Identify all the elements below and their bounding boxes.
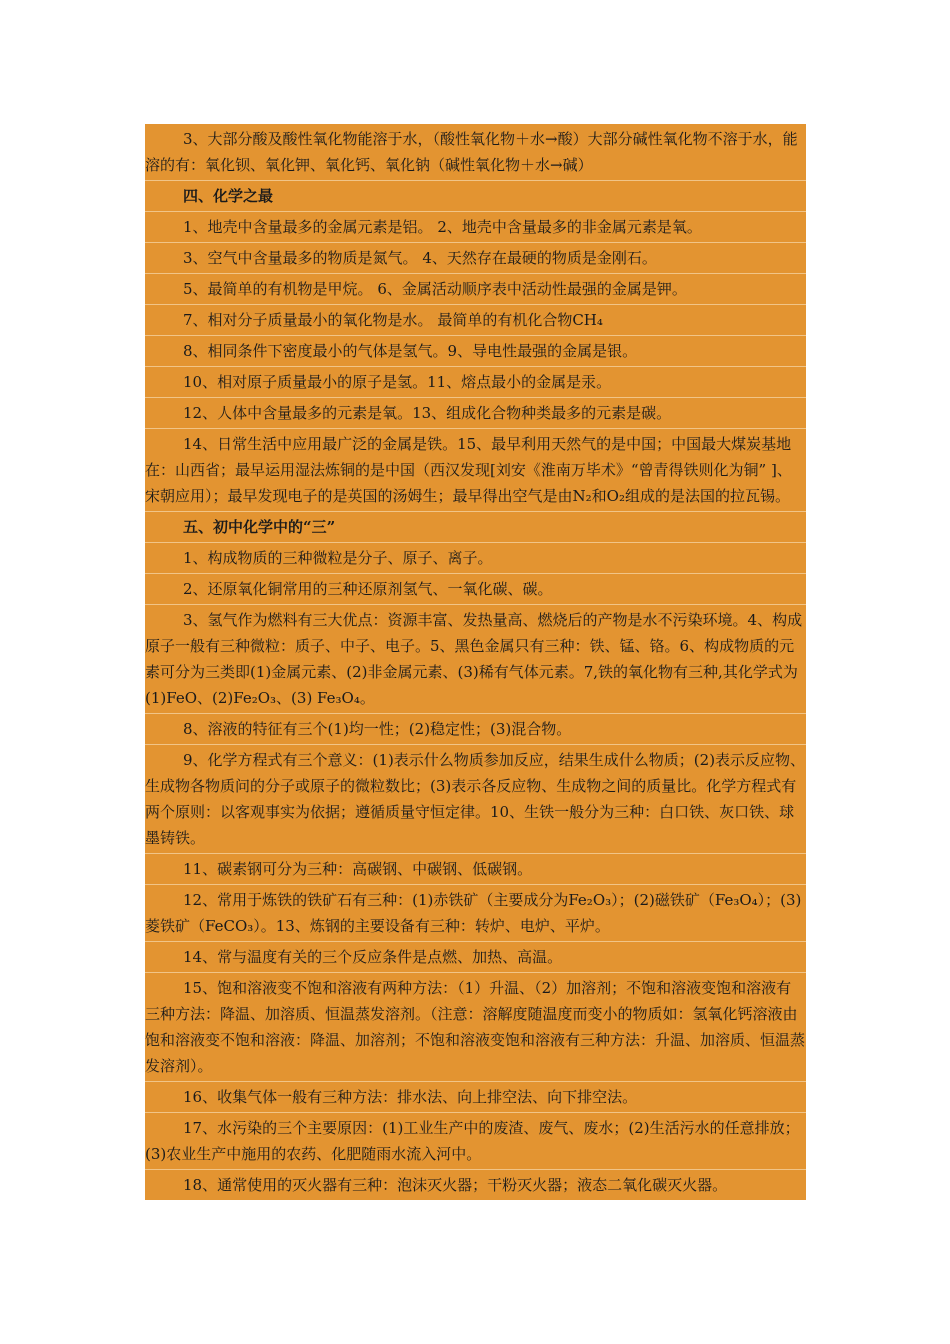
paragraph: 2、还原氧化铜常用的三种还原剂氢气、一氧化碳、碳。 [145, 574, 806, 605]
paragraph: 1、地壳中含量最多的金属元素是铝。 2、地壳中含量最多的非金属元素是氧。 [145, 212, 806, 243]
paragraph: 14、日常生活中应用最广泛的金属是铁。15、最早利用天然气的是中国；中国最大煤炭基地在：山西省；最早运用湿法炼铜的是中国（西汉发现[刘安《淮南万毕术》“曾青得铁则化为铜” ]、宋朝应用）；最早发现电子的是英国的汤姆生；最早得出空气是由N₂和O₂组成的是法国的拉瓦锡。 [145, 429, 806, 512]
paragraph: 8、相同条件下密度最小的气体是氢气。9、导电性最强的金属是银。 [145, 336, 806, 367]
section-heading: 四、化学之最 [145, 181, 806, 212]
paragraph: 11、碳素钢可分为三种：高碳钢、中碳钢、低碳钢。 [145, 854, 806, 885]
paragraph: 1、构成物质的三种微粒是分子、原子、离子。 [145, 543, 806, 574]
paragraph: 18、通常使用的灭火器有三种：泡沫灭火器；干粉灭火器；液态二氧化碳灭火器。 [183, 1176, 728, 1194]
paragraph: 14、常与温度有关的三个反应条件是点燃、加热、高温。 [145, 942, 806, 973]
paragraph: 10、相对原子质量最小的原子是氢。11、熔点最小的金属是汞。 [145, 367, 806, 398]
paragraph: 12、常用于炼铁的铁矿石有三种：(1)赤铁矿（主要成分为Fe₂O₃）；(2)磁铁矿（Fe₃O₄）；(3)菱铁矿（FeCO₃）。13、炼钢的主要设备有三种：转炉、电炉、平炉。 [145, 885, 806, 942]
paragraph: 9、化学方程式有三个意义：(1)表示什么物质参加反应，结果生成什么物质；(2)表示反应物、生成物各物质问的分子或原子的微粒数比；(3)表示各反应物、生成物之间的质量比。化学方程式有两个原则：以客观事实为依据；遵循质量守恒定律。10、生铁一般分为三种：白口铁、灰口铁、球墨铸铁。 [145, 745, 806, 854]
paragraph: 15、饱和溶液变不饱和溶液有两种方法：（1）升温、（2）加溶剂；不饱和溶液变饱和溶液有三种方法：降温、加溶质、恒温蒸发溶剂。（注意：溶解度随温度而变小的物质如：氢氧化钙溶液由饱和溶液变不饱和溶液：降温、加溶剂；不饱和溶液变饱和溶液有三种方法：升温、加溶质、恒温蒸发溶剂）。 [145, 973, 806, 1082]
paragraph: 12、人体中含量最多的元素是氧。13、组成化合物种类最多的元素是碳。 [145, 398, 806, 429]
paragraph: 7、相对分子质量最小的氧化物是水。 最简单的有机化合物CH₄ [145, 305, 806, 336]
section-heading: 五、初中化学中的“三” [145, 512, 806, 543]
paragraph: 17、水污染的三个主要原因：(1)工业生产中的废渣、废气、废水；(2)生活污水的任意排放；(3)农业生产中施用的农药、化肥随雨水流入河中。 [145, 1113, 806, 1170]
paragraph: 3、空气中含量最多的物质是氮气。 4、天然存在最硬的物质是金刚石。 [145, 243, 806, 274]
paragraph: 3、氢气作为燃料有三大优点：资源丰富、发热量高、燃烧后的产物是水不污染环境。4、构成原子一般有三种微粒：质子、中子、电子。5、黑色金属只有三种：铁、锰、铬。6、构成物质的元素可分为三类即(1)金属元素、(2)非金属元素、(3)稀有气体元素。7,铁的氧化物有三种,其化学式为(1)FeO、(2)Fe₂O₃、(3) Fe₃O₄。 [145, 605, 806, 714]
document-body [145, 124, 806, 1200]
paragraph: 5、最简单的有机物是甲烷。 6、金属活动顺序表中活动性最强的金属是钾。 [145, 274, 806, 305]
paragraph: 3、大部分酸及酸性氧化物能溶于水，（酸性氧化物＋水→酸）大部分碱性氧化物不溶于水，能溶的有：氧化钡、氧化钾、氧化钙、氧化钠（碱性氧化物＋水→碱） [145, 124, 806, 181]
paragraph: 16、收集气体一般有三种方法：排水法、向上排空法、向下排空法。 [145, 1082, 806, 1113]
paragraph: 8、溶液的特征有三个(1)均一性；(2)稳定性；(3)混合物。 [145, 714, 806, 745]
